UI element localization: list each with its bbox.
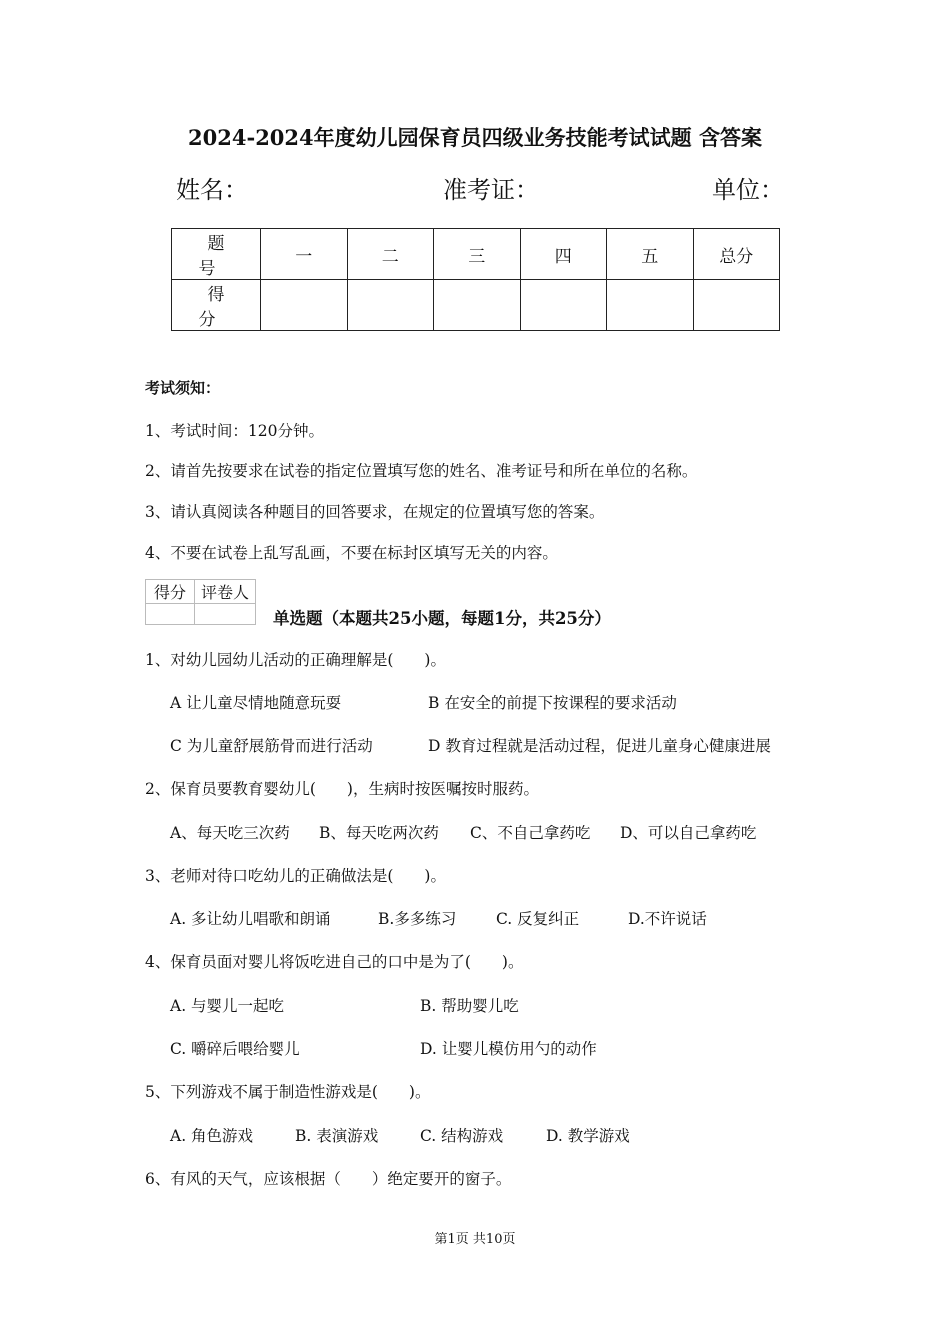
score-cell[interactable]: [347, 280, 434, 331]
score-cell-total[interactable]: [693, 280, 780, 331]
question-stem: 2、保育员要教育婴幼儿( )，生病时按医嘱按时服药。: [145, 780, 539, 798]
page-title: 2024-2024年度幼儿园保育员四级业务技能考试试题 含答案: [188, 125, 762, 150]
question-option: B.多多练习: [378, 910, 457, 928]
score-table-col-total: 总分: [693, 229, 780, 280]
notice-item: 4、不要在试卷上乱写乱画，不要在标封区填写无关的内容。: [145, 544, 558, 562]
question-stem: 3、老师对待口吃幼儿的正确做法是( )。: [145, 867, 446, 885]
notice-heading: 考试须知：: [145, 379, 221, 397]
question-option: C 为儿童舒展筋骨而进行活动: [170, 737, 373, 755]
section-title: 单选题（本题共25小题，每题1分，共25分）: [273, 609, 611, 628]
score-table-col-1: 一: [261, 229, 348, 280]
score-table-row-label: 得 分: [172, 280, 261, 331]
score-table: [171, 228, 780, 331]
score-cell[interactable]: [520, 280, 607, 331]
question-option: A. 多让幼儿唱歌和朗诵: [170, 910, 331, 928]
question-option: D.不许说话: [628, 910, 707, 928]
question-option: D. 教学游戏: [546, 1127, 630, 1145]
score-cell[interactable]: [434, 280, 521, 331]
question-stem: 5、下列游戏不属于制造性游戏是( )。: [145, 1083, 431, 1101]
name-field-label: 姓名：: [176, 176, 248, 204]
question-option: D、可以自己拿药吃: [620, 824, 757, 842]
score-table-header-row: [172, 229, 780, 280]
question-stem: 1、对幼儿园幼儿活动的正确理解是( )。: [145, 651, 446, 669]
question-option: A、每天吃三次药: [170, 824, 290, 842]
question-option: A. 角色游戏: [170, 1127, 254, 1145]
score-table-col-2: 二: [347, 229, 434, 280]
grader-box: [145, 579, 256, 625]
question-option: B. 表演游戏: [295, 1127, 379, 1145]
question-stem: 6、有风的天气，应该根据（ ）绝定要开的窗子。: [145, 1170, 512, 1188]
question-option: C. 嚼碎后喂给婴儿: [170, 1040, 300, 1058]
question-option: A. 与婴儿一起吃: [170, 997, 285, 1015]
grader-reviewer-cell[interactable]: [195, 604, 256, 625]
score-cell[interactable]: [607, 280, 694, 331]
score-table-score-row: [172, 280, 780, 331]
score-table-col-5: 五: [607, 229, 694, 280]
question-option: B. 帮助婴儿吃: [420, 997, 519, 1015]
grader-score-cell[interactable]: [146, 604, 195, 625]
grader-score-label: 得分: [146, 580, 195, 604]
notice-item: 3、请认真阅读各种题目的回答要求，在规定的位置填写您的答案。: [145, 503, 605, 521]
question-stem: 4、保育员面对婴儿将饭吃进自己的口中是为了( )。: [145, 953, 524, 971]
page-footer: 第1页 共10页: [434, 1232, 516, 1247]
question-option: B 在安全的前提下按课程的要求活动: [428, 694, 677, 712]
question-option: B、每天吃两次药: [319, 824, 439, 842]
notice-item: 2、请首先按要求在试卷的指定位置填写您的姓名、准考证号和所在单位的名称。: [145, 462, 698, 480]
score-table-col-3: 三: [434, 229, 521, 280]
score-table-header-label: 题 号: [172, 229, 261, 280]
exam-id-field-label: 准考证：: [443, 176, 539, 204]
grader-reviewer-label: 评卷人: [195, 580, 256, 604]
question-option: C. 反复纠正: [496, 910, 580, 928]
unit-field-label: 单位：: [712, 176, 784, 204]
question-option: D 教育过程就是活动过程，促进儿童身心健康进展: [428, 737, 771, 755]
notice-item: 1、考试时间：120分钟。: [145, 422, 324, 440]
score-table-col-4: 四: [520, 229, 607, 280]
question-option: A 让儿童尽情地随意玩耍: [170, 694, 342, 712]
question-option: C、不自己拿药吃: [470, 824, 591, 842]
question-option: D. 让婴儿模仿用勺的动作: [420, 1040, 597, 1058]
question-option: C. 结构游戏: [420, 1127, 504, 1145]
